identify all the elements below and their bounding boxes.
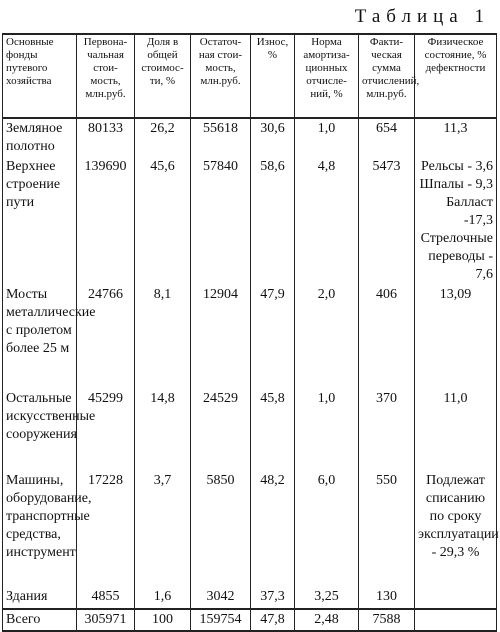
- initial-cost: 4855: [77, 587, 135, 609]
- residual-cost: 3042: [191, 587, 251, 609]
- asset-name: Верхнее строение пути: [3, 157, 77, 285]
- actual-amount: 654: [359, 118, 415, 157]
- total-initial-cost: 305971: [77, 609, 135, 631]
- physical-condition: [415, 118, 497, 157]
- physical-condition: [415, 471, 497, 587]
- depreciation-norm: 4,8: [295, 157, 359, 285]
- residual-cost: 55618: [191, 118, 251, 157]
- initial-cost: 139690: [77, 157, 135, 285]
- asset-name: Земляное полотно: [3, 118, 77, 157]
- table-row: [3, 471, 497, 587]
- residual-cost: 24529: [191, 389, 251, 471]
- condition-line: Шпалы - 9,3: [419, 177, 493, 192]
- header-cell: Остаточ-ная стои-мость, млн.руб.: [191, 34, 251, 118]
- wear: 30,6: [251, 118, 295, 157]
- share: 8,1: [135, 285, 191, 389]
- share: 14,8: [135, 389, 191, 471]
- wear: 45,8: [251, 389, 295, 471]
- table-title: Таблица 1: [354, 6, 490, 27]
- condition-line: Рельсы - 3,6: [421, 159, 493, 174]
- wear: 48,2: [251, 471, 295, 587]
- residual-cost: 5850: [191, 471, 251, 587]
- wear: 47,9: [251, 285, 295, 389]
- asset-name: Остальные искусственные сооружения: [3, 389, 77, 471]
- actual-amount: 5473: [359, 157, 415, 285]
- total-row: [3, 609, 497, 631]
- header-cell: Норма амортиза-ционных отчисле-ний, %: [295, 34, 359, 118]
- table-row: [3, 157, 497, 285]
- fixed-assets-table: [2, 33, 497, 632]
- depreciation-norm: 1,0: [295, 118, 359, 157]
- initial-cost: 24766: [77, 285, 135, 389]
- total-physical-condition: [415, 609, 497, 631]
- total-label: Всего: [3, 609, 77, 631]
- share: 3,7: [135, 471, 191, 587]
- condition-line: Подлежат списанию по сроку эксплуатации - 29,3 %: [418, 473, 499, 560]
- residual-cost: 57840: [191, 157, 251, 285]
- header-cell: Физическое состояние, % дефектности: [415, 34, 497, 118]
- wear: 37,3: [251, 587, 295, 609]
- actual-amount: 130: [359, 587, 415, 609]
- table-row: [3, 389, 497, 471]
- total-wear: 47,8: [251, 609, 295, 631]
- asset-name: Здания: [3, 587, 77, 609]
- share: 26,2: [135, 118, 191, 157]
- table-row: [3, 285, 497, 389]
- depreciation-norm: 3,25: [295, 587, 359, 609]
- depreciation-norm: 6,0: [295, 471, 359, 587]
- total-depreciation-norm: 2,48: [295, 609, 359, 631]
- table-row: [3, 587, 497, 609]
- asset-name: Машины, оборудование, транспортные средства, инструмент: [3, 471, 77, 587]
- total-residual-cost: 159754: [191, 609, 251, 631]
- physical-condition: [415, 157, 497, 285]
- actual-amount: 370: [359, 389, 415, 471]
- actual-amount: 550: [359, 471, 415, 587]
- initial-cost: 80133: [77, 118, 135, 157]
- asset-name: Мосты металлические с пролетом более 25 м: [3, 285, 77, 389]
- depreciation-norm: 2,0: [295, 285, 359, 389]
- share: 45,6: [135, 157, 191, 285]
- depreciation-norm: 1,0: [295, 389, 359, 471]
- condition-line: 13,09: [439, 287, 472, 302]
- header-cell: Износ, %: [251, 34, 295, 118]
- header-cell: Основные фонды путевого хозяйства: [3, 34, 77, 118]
- physical-condition: [415, 587, 497, 609]
- initial-cost: 45299: [77, 389, 135, 471]
- condition-line: Стрелочные переводы - 7,6: [420, 231, 493, 282]
- physical-condition: [415, 285, 497, 389]
- initial-cost: 17228: [77, 471, 135, 587]
- total-share: 100: [135, 609, 191, 631]
- condition-line: 11,3: [443, 121, 468, 136]
- actual-amount: 406: [359, 285, 415, 389]
- header-cell: Первона-чальная стои-мость, млн.руб.: [77, 34, 135, 118]
- condition-line: 11,0: [443, 391, 468, 406]
- share: 1,6: [135, 587, 191, 609]
- header-row: [3, 34, 497, 118]
- header-cell: Доля в общей стоимос-ти, %: [135, 34, 191, 118]
- total-actual-amount: 7588: [359, 609, 415, 631]
- header-cell: Факти-ческая сумма отчислений, млн.руб.: [359, 34, 415, 118]
- table-row: [3, 118, 497, 157]
- physical-condition: [415, 389, 497, 471]
- condition-line: Балласт -17,3: [446, 195, 493, 228]
- wear: 58,6: [251, 157, 295, 285]
- residual-cost: 12904: [191, 285, 251, 389]
